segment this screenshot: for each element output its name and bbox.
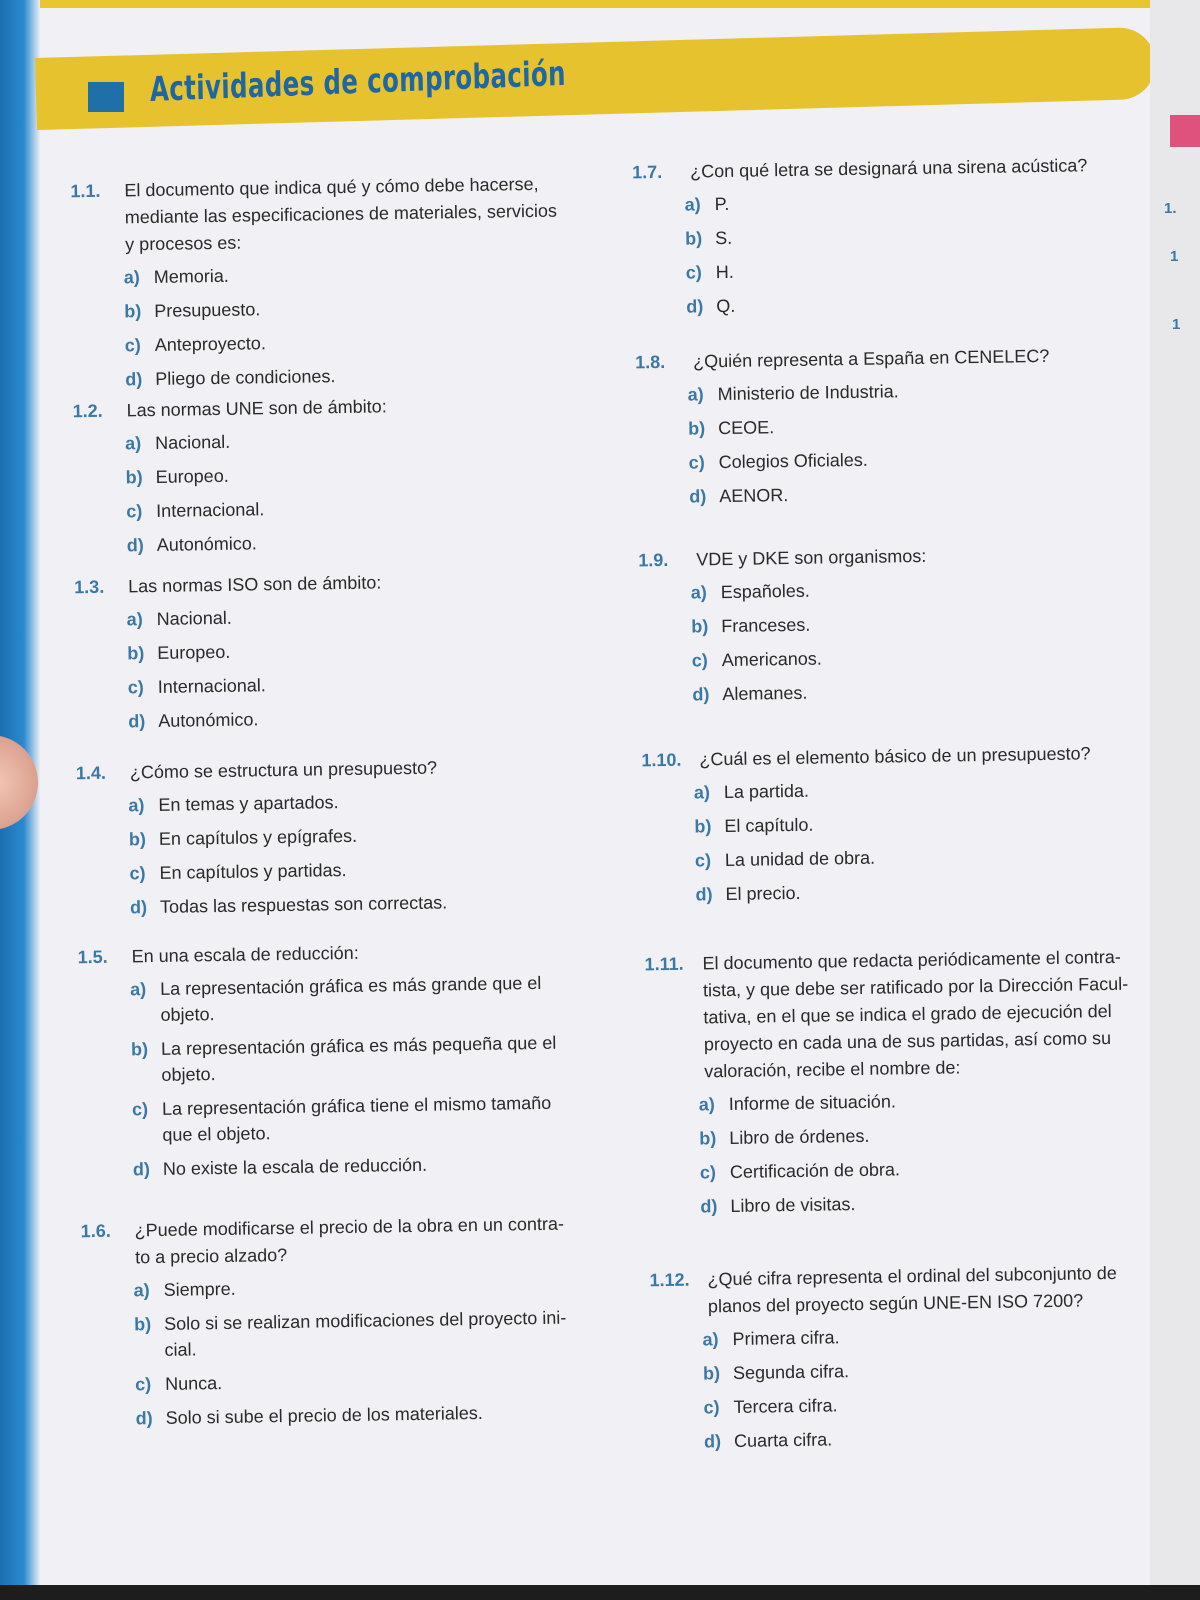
question-text: ¿Cuál es el elemento básico de un presupuesto? <box>699 743 1091 770</box>
answer-options <box>647 1084 1150 1220</box>
option-text: Pliego de condiciones. <box>155 366 336 389</box>
question-number: 1.4. <box>75 762 107 784</box>
option-text: H. <box>715 261 734 283</box>
option-letter: b) <box>128 829 147 850</box>
option-letter: a) <box>684 194 701 215</box>
answer-option <box>128 667 606 701</box>
answer-options <box>78 969 611 1183</box>
answer-option <box>125 359 603 393</box>
answer-option <box>702 1319 1150 1352</box>
answer-options <box>76 785 608 921</box>
option-text: Presupuesto. <box>154 299 261 321</box>
answer-options <box>632 184 1150 320</box>
option-letter: d) <box>686 296 704 317</box>
option-text: En temas y apartados. <box>158 792 339 815</box>
option-letter: a) <box>698 1094 715 1115</box>
option-letter: c) <box>126 501 143 522</box>
answer-option <box>127 599 605 633</box>
answer-options <box>72 257 604 393</box>
option-letter: c) <box>129 863 146 884</box>
option-letter: c) <box>134 1374 152 1395</box>
option-text: Alemanes. <box>722 682 808 705</box>
question-header <box>70 170 601 259</box>
answer-option <box>135 1364 613 1398</box>
option-letter: a) <box>687 384 704 405</box>
answer-option <box>134 1304 613 1364</box>
option-text: CEOE. <box>718 417 775 439</box>
question-text: VDE y DKE son organismos: <box>696 545 927 570</box>
answer-options <box>639 572 1150 708</box>
question-text: ¿Qué cifra representa el ordinal del subconjunto de planos del proyecto según UNE-EN ISO 7200? <box>707 1262 1117 1317</box>
option-text: Libro de órdenes. <box>729 1125 870 1149</box>
option-text: Siempre. <box>163 1278 236 1300</box>
question-number: 1.3. <box>74 576 105 598</box>
option-letter: c) <box>124 335 141 356</box>
question-text: ¿Puede modificarse el precio de la obra en un contra- to a precio alzado? <box>134 1213 565 1268</box>
option-text: Anteproyecto. <box>154 333 267 355</box>
option-letter: a) <box>702 1329 719 1350</box>
answer-option <box>686 252 1150 285</box>
option-letter: c) <box>127 677 144 698</box>
question-text: ¿Con qué letra se designará una sirena acústica? <box>689 155 1088 182</box>
option-letter: c) <box>703 1397 720 1418</box>
answer-option <box>700 1186 1150 1219</box>
option-letter: d) <box>689 486 707 507</box>
answer-option <box>133 1270 611 1304</box>
option-letter: d) <box>703 1431 722 1452</box>
option-text: Nunca. <box>164 1373 223 1394</box>
question-number: 1.11. <box>644 953 684 975</box>
question-1-5 <box>77 936 611 1191</box>
answer-option <box>129 853 607 887</box>
next-page-fragment: 1 <box>1172 316 1181 333</box>
option-text: Americanos. <box>721 648 823 671</box>
option-text: En capítulos y epígrafes. <box>158 825 358 849</box>
option-letter: a) <box>124 433 142 454</box>
option-text: Memoria. <box>153 265 229 287</box>
answer-option <box>686 286 1150 319</box>
answer-option <box>691 606 1150 639</box>
option-text: P. <box>714 193 730 215</box>
answer-options <box>73 423 605 559</box>
option-letter: c) <box>699 1162 717 1183</box>
answer-option <box>695 840 1150 873</box>
option-letter: a) <box>133 1280 150 1301</box>
question-text: Las normas ISO son de ámbito: <box>128 572 382 597</box>
option-text: Nacional. <box>154 431 231 453</box>
answer-option <box>128 701 606 735</box>
answer-option <box>125 423 603 457</box>
answer-option <box>133 1149 611 1183</box>
answer-option <box>688 408 1150 441</box>
option-text: Ministerio de Industria. <box>717 381 899 405</box>
answer-option <box>694 772 1150 805</box>
answer-option <box>128 785 606 819</box>
answer-options <box>650 1319 1150 1455</box>
option-letter: d) <box>129 897 148 918</box>
question-text: En una escala de reducción: <box>131 942 359 967</box>
next-page-pink-tab <box>1170 115 1200 147</box>
answer-option <box>699 1118 1150 1151</box>
option-text: El precio. <box>725 882 801 905</box>
question-1-12 <box>649 1259 1150 1463</box>
option-letter: b) <box>130 1039 149 1060</box>
answer-option <box>127 633 605 667</box>
question-header <box>649 1259 1150 1321</box>
answer-option <box>132 1089 611 1149</box>
option-text: AENOR. <box>719 485 789 507</box>
option-letter: c) <box>694 850 712 871</box>
answer-option <box>124 257 602 291</box>
option-letter: c) <box>685 262 702 283</box>
question-1-7 <box>632 151 1150 328</box>
question-number: 1.2. <box>72 400 103 422</box>
option-text: Segunda cifra. <box>732 1361 850 1383</box>
question-number: 1.10. <box>641 749 682 771</box>
option-letter: b) <box>134 1314 152 1335</box>
question-number: 1.5. <box>77 946 108 968</box>
question-text: ¿Cómo se estructura un presupuesto? <box>129 757 438 783</box>
question-text: ¿Quién representa a España en CENELEC? <box>692 345 1050 372</box>
answer-option <box>695 874 1150 907</box>
question-header <box>641 739 1150 774</box>
answer-option <box>699 1084 1150 1117</box>
answer-options <box>81 1270 613 1432</box>
question-1-1 <box>70 170 603 401</box>
option-letter: c) <box>131 1099 149 1120</box>
option-text: Franceses. <box>721 614 811 637</box>
answer-option <box>129 819 607 853</box>
answer-option <box>125 457 603 491</box>
question-text: El documento que redacta periódicamente el contra- tista, y que debe ser ratificado por la Dirección Facul- tativa, en el que se indica el grado de ejecución del proyecto en cada una de sus partidas, así como su valoración, recibe el nombre de: <box>702 946 1129 1082</box>
option-letter: d) <box>128 711 146 732</box>
option-letter: d) <box>125 369 143 390</box>
answer-option <box>692 640 1150 673</box>
section-title: Actividades de comprobación <box>149 53 567 110</box>
option-text: Solo si se realizan modificaciones del proyecto ini- cial. <box>164 1307 567 1360</box>
option-letter: a) <box>690 582 707 603</box>
next-page-edge <box>1150 0 1200 1600</box>
answer-option <box>125 325 603 359</box>
question-header <box>77 936 607 971</box>
option-letter: c) <box>691 650 708 671</box>
option-text: Todas las respuestas son correctas. <box>159 892 448 917</box>
option-text: No existe la escala de reducción. <box>162 1154 428 1179</box>
answer-option <box>126 491 604 525</box>
option-text: La representación gráfica es más pequeña que el objeto. <box>160 1032 557 1085</box>
answer-option <box>704 1421 1150 1454</box>
option-text: Europeo. <box>157 641 231 663</box>
option-letter: d) <box>132 1159 151 1180</box>
question-1-3 <box>74 566 607 743</box>
option-letter: d) <box>700 1196 718 1217</box>
question-number: 1.12. <box>649 1269 690 1291</box>
question-header <box>635 341 1150 376</box>
answer-options <box>642 772 1150 908</box>
option-text: Internacional. <box>156 499 265 521</box>
answer-option <box>130 887 608 921</box>
option-letter: b) <box>127 643 145 664</box>
option-letter: d) <box>126 535 144 556</box>
option-text: Autonómico. <box>158 709 259 731</box>
option-letter: a) <box>123 267 140 288</box>
question-header <box>74 566 604 601</box>
option-text: Cuarta cifra. <box>733 1429 833 1451</box>
question-1-11 <box>644 943 1150 1228</box>
option-text: Internacional. <box>157 675 267 697</box>
option-letter: d) <box>135 1408 153 1429</box>
option-letter: b) <box>691 616 709 637</box>
option-text: Informe de situación. <box>728 1091 897 1115</box>
option-letter: d) <box>695 884 713 905</box>
option-letter: a) <box>129 979 147 1000</box>
question-1-8 <box>635 341 1150 518</box>
desk-edge <box>0 1585 1200 1600</box>
option-text: El capítulo. <box>724 814 814 837</box>
option-letter: b) <box>124 301 142 322</box>
answer-option <box>135 1398 613 1432</box>
answer-option <box>689 442 1150 475</box>
answer-option <box>130 969 609 1029</box>
question-1-10 <box>641 739 1150 916</box>
answer-options <box>75 599 607 735</box>
option-text: Primera cifra. <box>732 1327 840 1349</box>
option-text: Libro de visitas. <box>730 1194 856 1217</box>
option-text: La representación gráfica es más grande que el objeto. <box>159 972 542 1025</box>
answer-option <box>124 291 602 325</box>
option-letter: b) <box>685 228 703 249</box>
question-number: 1.9. <box>638 549 669 571</box>
option-text: En capítulos y partidas. <box>159 859 347 883</box>
option-text: Colegios Oficiales. <box>718 449 868 473</box>
answer-option <box>684 184 1150 217</box>
question-number: 1.8. <box>634 351 666 373</box>
option-letter: b) <box>125 467 143 488</box>
next-page-fragment: 1 <box>1170 248 1179 265</box>
question-1-4 <box>76 752 609 929</box>
answer-option <box>703 1387 1150 1420</box>
question-1-9 <box>638 539 1150 716</box>
option-text: S. <box>715 227 733 249</box>
question-number: 1.7. <box>631 161 663 183</box>
question-1-6 <box>81 1210 614 1440</box>
answer-option <box>131 1029 610 1089</box>
option-letter: a) <box>693 782 711 803</box>
answer-option <box>700 1152 1150 1185</box>
answer-option <box>127 525 605 559</box>
option-text: Q. <box>716 295 736 317</box>
answer-option <box>689 476 1150 509</box>
next-page-fragment: 1. <box>1164 200 1177 217</box>
option-letter: b) <box>688 418 706 439</box>
answer-option <box>703 1353 1150 1386</box>
option-letter: b) <box>694 816 712 837</box>
option-text: Europeo. <box>155 465 229 487</box>
option-text: La unidad de obra. <box>724 847 876 871</box>
answer-option <box>694 806 1150 839</box>
option-letter: b) <box>699 1128 717 1149</box>
option-text: Nacional. <box>156 607 232 629</box>
option-text: La partida. <box>723 780 810 803</box>
question-header <box>644 943 1150 1086</box>
option-letter: c) <box>688 452 705 473</box>
option-text: Tercera cifra. <box>733 1395 838 1417</box>
option-letter: a) <box>128 795 145 816</box>
option-text: Certificación de obra. <box>729 1159 901 1183</box>
question-number: 1.6. <box>80 1220 111 1242</box>
question-number: 1.1. <box>70 180 101 202</box>
option-text: La representación gráfica tiene el mismo tamaño que el objeto. <box>161 1092 552 1145</box>
answer-option <box>687 374 1150 407</box>
option-letter: d) <box>692 684 710 705</box>
question-text: Las normas UNE son de ámbito: <box>126 396 387 421</box>
answer-option <box>685 218 1150 251</box>
option-text: Españoles. <box>720 580 810 603</box>
answer-option <box>691 572 1150 605</box>
option-text: Autonómico. <box>156 533 257 555</box>
question-header <box>632 151 1150 186</box>
question-1-2 <box>72 390 605 567</box>
option-letter: a) <box>126 609 143 630</box>
question-text: El documento que indica qué y cómo debe hacerse, mediante las especificaciones de materiales, servicios y procesos es: <box>124 173 558 255</box>
question-header <box>81 1210 612 1272</box>
question-header <box>76 752 606 787</box>
answer-option <box>692 674 1150 707</box>
option-letter: b) <box>702 1363 721 1384</box>
option-text: Solo si sube el precio de los materiales. <box>165 1402 483 1428</box>
answer-options <box>635 374 1150 510</box>
question-header <box>638 539 1150 574</box>
